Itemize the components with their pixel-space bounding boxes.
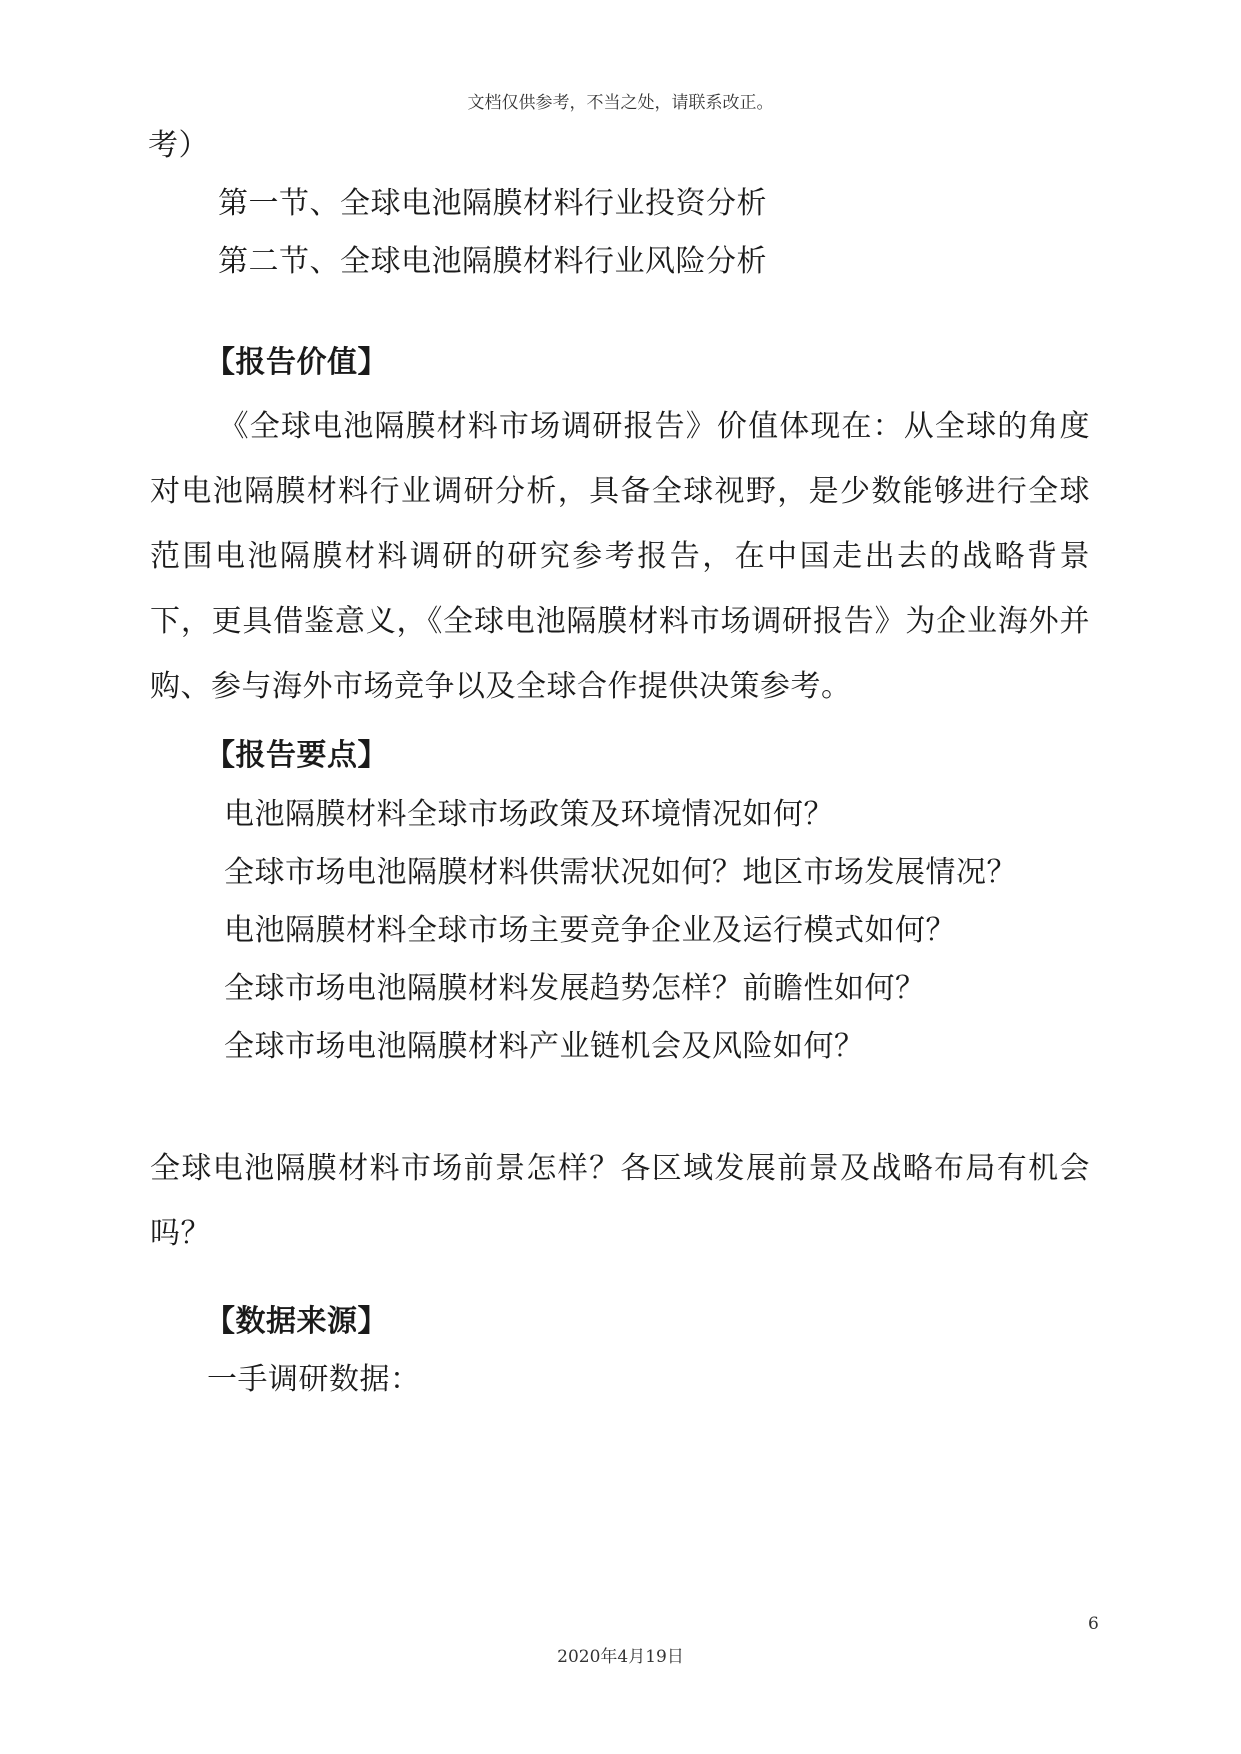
- section-item-1: 第一节、全球电池隔膜材料行业投资分析: [218, 186, 767, 221]
- point-item-4: 全球市场电池隔膜材料发展趋势怎样？前瞻性如何？: [224, 971, 926, 1006]
- point-item-5: 全球市场电池隔膜材料产业链机会及风险如何？: [224, 1029, 865, 1064]
- point-item-1: 电池隔膜材料全球市场政策及环境情况如何？: [224, 797, 834, 832]
- report-value-text: 《全球电池隔膜材料市场调研报告》价值体现在：从全球的角度对电池隔膜材料行业调研分析，具备全球视野，是少数能够进行全球范围电池隔膜材料调研的研究参考报告，在中国走出去的战略背景下，更具借鉴意义，《全球电池隔膜材料市场调研报告》为企业海外并购、参与海外市场竞争以及全球合作提供决策参考。: [150, 409, 1090, 704]
- point-item-2: 全球市场电池隔膜材料供需状况如何？地区市场发展情况？: [224, 855, 1017, 890]
- page-footer-date: 2020年4月19日: [557, 1647, 684, 1667]
- report-value-paragraph: [150, 394, 1090, 719]
- report-value-heading: 【报告价值】: [205, 345, 388, 380]
- data-source-first-item: 一手调研数据：: [207, 1362, 421, 1397]
- page-header-note: 文档仅供参考，不当之处，请联系改正。: [467, 93, 774, 113]
- report-points-heading: 【报告要点】: [205, 738, 388, 773]
- point-item-3: 电池隔膜材料全球市场主要竞争企业及运行模式如何？: [224, 913, 956, 948]
- data-source-heading: 【数据来源】: [205, 1304, 388, 1339]
- outlook-question: 全球电池隔膜材料市场前景怎样？各区域发展前景及战略布局有机会吗？: [150, 1151, 1090, 1251]
- continuation-text: 考）: [148, 128, 209, 163]
- page-number: 6: [1088, 1614, 1099, 1634]
- section-item-2: 第二节、全球电池隔膜材料行业风险分析: [218, 244, 767, 279]
